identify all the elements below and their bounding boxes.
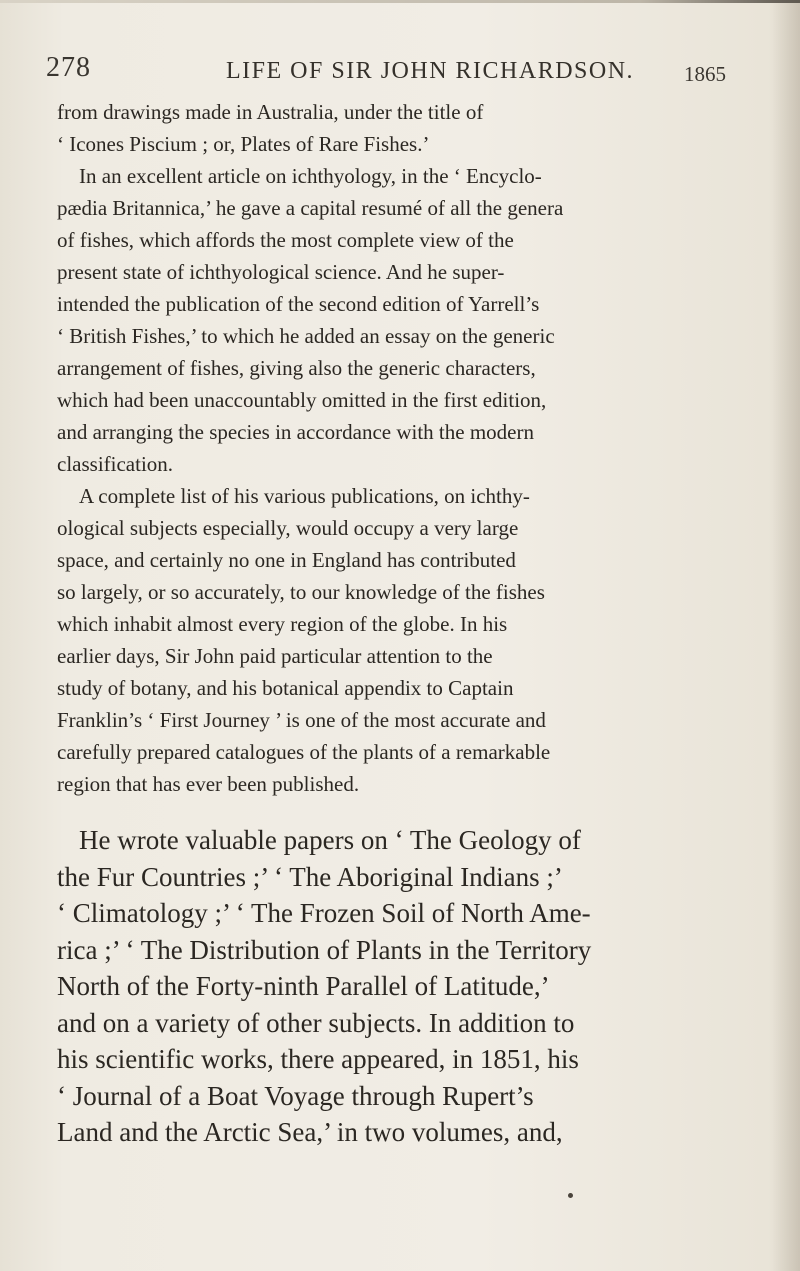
text-line: pædia Britannica,’ he gave a capital resumé of all the genera (57, 196, 564, 220)
text-line: In an excellent article on ichthyology, in the ‘ Encyclo- (79, 164, 542, 188)
text-line: A complete list of his various publications, on ichthy- (79, 484, 530, 508)
text-line: earlier days, Sir John paid particular attention to the (57, 644, 493, 668)
top-edge (0, 0, 800, 3)
text-line: ‘ Icones Piscium ; or, Plates of Rare Fishes.’ (57, 132, 430, 156)
body-text (57, 96, 757, 1151)
text-line: rica ;’ ‘ The Distribution of Plants in the Territory (57, 934, 592, 965)
text-line: ‘ Journal of a Boat Voyage through Rupert’s (57, 1080, 534, 1111)
page-edge-shadow (772, 0, 800, 1271)
text-line: Franklin’s ‘ First Journey ’ is one of the most accurate and (57, 708, 546, 732)
running-title: LIFE OF SIR JOHN RICHARDSON. (226, 58, 635, 84)
text-line: ‘ British Fishes,’ to which he added an essay on the generic (57, 324, 555, 348)
text-line: He wrote valuable papers on ‘ The Geology of (79, 825, 581, 855)
text-line: and on a variety of other subjects. In addition to (57, 1007, 575, 1038)
text-line: space, and certainly no one in England has contributed (57, 548, 516, 572)
text-line: arrangement of fishes, giving also the generic characters, (57, 356, 536, 380)
paragraph-1 (57, 96, 757, 160)
paragraph-4 (57, 822, 757, 1151)
text-line: carefully prepared catalogues of the plants of a remarkable (57, 740, 551, 764)
paragraph-2 (57, 160, 757, 480)
text-line: present state of ichthyological science. And he super- (57, 260, 505, 284)
text-line: which had been unaccountably omitted in the first edition, (57, 388, 547, 412)
text-line: of fishes, which affords the most complete view of the (57, 228, 514, 252)
text-line: which inhabit almost every region of the globe. In his (57, 612, 508, 636)
text-line: classification. (57, 452, 174, 476)
text-line: North of the Forty-ninth Parallel of Latitude,’ (57, 971, 550, 1001)
ink-dot (568, 1193, 573, 1198)
text-line: from drawings made in Australia, under the title of (57, 100, 484, 124)
text-line: ‘ Climatology ;’ ‘ The Frozen Soil of North Ame- (57, 898, 591, 928)
page-number: 278 (46, 52, 91, 83)
text-line: the Fur Countries ;’ ‘ The Aboriginal Indians ;’ (57, 861, 563, 892)
text-line: ological subjects especially, would occupy a very large (57, 516, 519, 540)
text-line: Land and the Arctic Sea,’ in two volumes, and, (57, 1117, 563, 1147)
header-year: 1865 (684, 62, 726, 86)
text-line: so largely, or so accurately, to our knowledge of the fishes (57, 580, 545, 604)
running-header (46, 52, 746, 86)
paragraph-3 (57, 480, 757, 800)
text-line: and arranging the species in accordance with the modern (57, 420, 534, 444)
text-line: intended the publication of the second edition of Yarrell’s (57, 292, 540, 316)
text-line: his scientific works, there appeared, in 1851, his (57, 1044, 579, 1074)
text-line: region that has ever been published. (57, 772, 360, 796)
section-gap (57, 800, 757, 822)
text-line: study of botany, and his botanical appendix to Captain (57, 676, 514, 700)
